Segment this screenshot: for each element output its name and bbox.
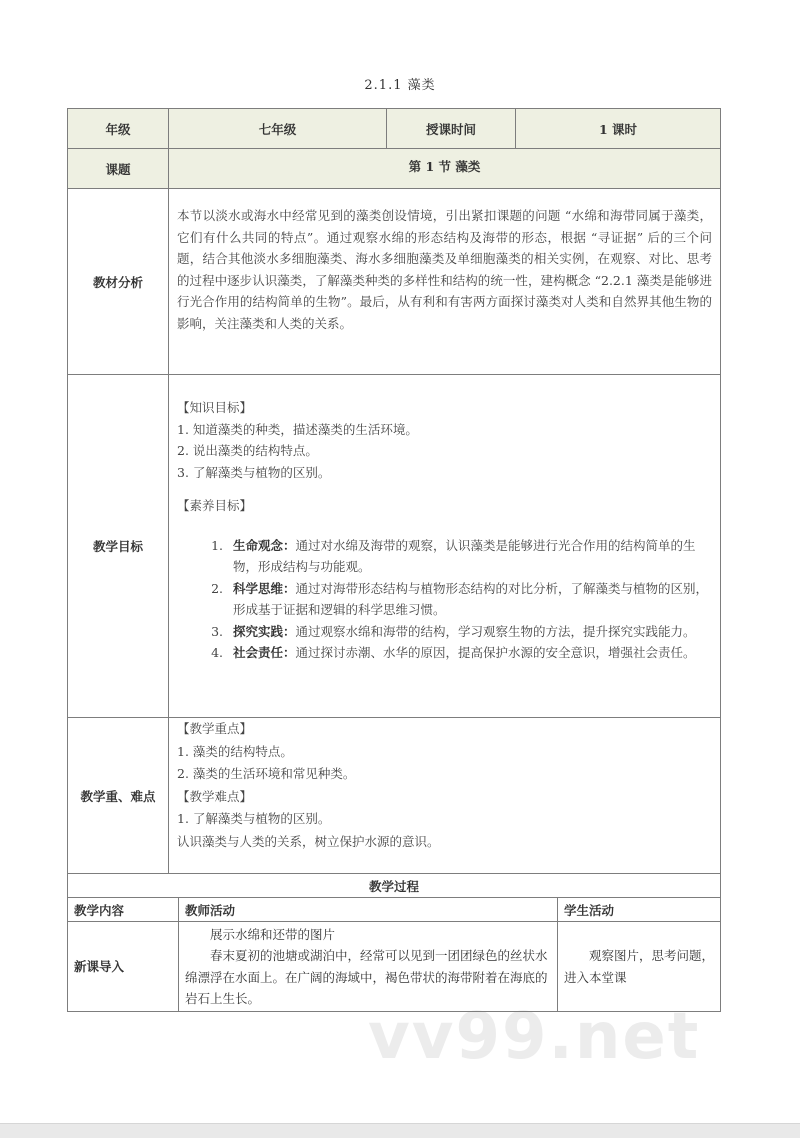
goals-content (169, 375, 721, 718)
difficulty-heading: 【教学难点】 (177, 788, 253, 804)
topic-label: 课题 (68, 149, 169, 189)
knowledge-item: 3. 了解藻类与植物的区别。 (177, 464, 331, 480)
topic-row (68, 149, 721, 189)
grade-label: 年级 (68, 109, 169, 149)
difficulty-item: 1. 了解藻类与植物的区别。 (177, 811, 331, 826)
knowledge-item: 2. 说出藻类的结构特点。 (177, 443, 318, 458)
literacy-item (227, 642, 712, 664)
literacy-term: 社会责任： (233, 645, 296, 660)
page-bottom-bar (0, 1123, 800, 1138)
grade-row (68, 109, 721, 149)
teaching-process-table (67, 873, 721, 1012)
teacher-activity-line: 展示水绵和还带的图片 (210, 926, 336, 942)
goals-label: 教学目标 (68, 375, 169, 718)
focus-heading: 【教学重点】 (177, 721, 253, 736)
analysis-row (68, 189, 721, 375)
process-row (68, 922, 721, 1012)
literacy-term: 探究实践： (233, 623, 296, 639)
literacy-item (227, 621, 712, 643)
literacy-list (177, 535, 712, 664)
literacy-term: 生命观念： (233, 537, 296, 553)
grade-value: 七年级 (169, 109, 387, 149)
key-points-content (169, 718, 721, 874)
process-content-cell: 新课导入 (68, 922, 179, 1012)
document-title: 2.1.1 藻类 (364, 78, 436, 93)
teacher-activity-line: 春末夏初的池塘或湖泊中，经常可以见到一团团绿色的丝状水绵漂浮在水面上。在广阔的海域中，褐色带状的海带附着在海底的岩石上生长。 (185, 948, 548, 1006)
topic-value: 第 1 节 藻类 (169, 149, 721, 189)
literacy-item (227, 578, 712, 621)
literacy-term: 科学思维： (233, 580, 296, 596)
literacy-heading: 【素养目标】 (177, 498, 253, 513)
literacy-text: 通过探讨赤潮、水华的原因，提高保护水源的安全意识，增强社会责任。 (295, 645, 696, 660)
column-header-teacher: 教师活动 (179, 898, 558, 922)
process-teacher-cell (179, 922, 558, 1012)
column-header-content: 教学内容 (68, 898, 179, 922)
time-label: 授课时间 (387, 109, 516, 149)
process-header-row (68, 898, 721, 922)
watermark: vv99.net (368, 1000, 701, 1074)
key-points-row (68, 718, 721, 874)
focus-item: 1. 藻类的结构特点。 (177, 743, 293, 759)
column-header-student: 学生活动 (558, 898, 721, 922)
time-value: 1 课时 (516, 109, 721, 149)
difficulty-item: 认识藻类与人类的关系，树立保护水源的意识。 (177, 833, 440, 849)
focus-item: 2. 藻类的生活环境和常见种类。 (177, 766, 356, 781)
key-points-label: 教学重、难点 (68, 718, 169, 874)
analysis-text: 本节以淡水或海水中经常见到的藻类创设情境，引出紧扣课题的问题 “水绵和海带同属于藻类，它们有什么共同的特点”。通过观察水绵的形态结构及海带的形态，根据 “寻证据” 后的三个问题，结合其他淡水多细胞藻类、海水多细胞藻类及单细胞藻类的相关实例，在观察、对比、思考的过程中逐步认识藻类，了解藻类种类的多样性和结构的统一性，建构概念 “2.2.1 藻类是能够进行光合作用的结构简单的生物”。最后，从有利和有害两方面探讨藻类对人类和自然界其他生物的影响，关注藻类和人类的关系。 (169, 189, 721, 375)
knowledge-heading: 【知识目标】 (177, 400, 253, 415)
process-title-row (68, 874, 721, 898)
knowledge-item: 1. 知道藻类的种类，描述藻类的生活环境。 (177, 421, 418, 437)
literacy-text: 通过对海带形态结构与植物形态结构的对比分析，了解藻类与植物的区别，形成基于证据和逻辑的科学思维习惯。 (233, 580, 709, 617)
lesson-info-table (67, 108, 721, 874)
analysis-label: 教材分析 (68, 189, 169, 375)
literacy-item (227, 535, 712, 578)
process-student-cell: 观察图片，思考问题，进入本堂课 (558, 922, 721, 1012)
goals-row (68, 375, 721, 718)
process-title: 教学过程 (68, 874, 721, 898)
literacy-text: 通过对水绵及海带的观察，认识藻类是能够进行光合作用的结构简单的生物，形成结构与功能观。 (233, 537, 696, 574)
literacy-text: 通过观察水绵和海带的结构，学习观察生物的方法，提升探究实践能力。 (295, 623, 696, 639)
